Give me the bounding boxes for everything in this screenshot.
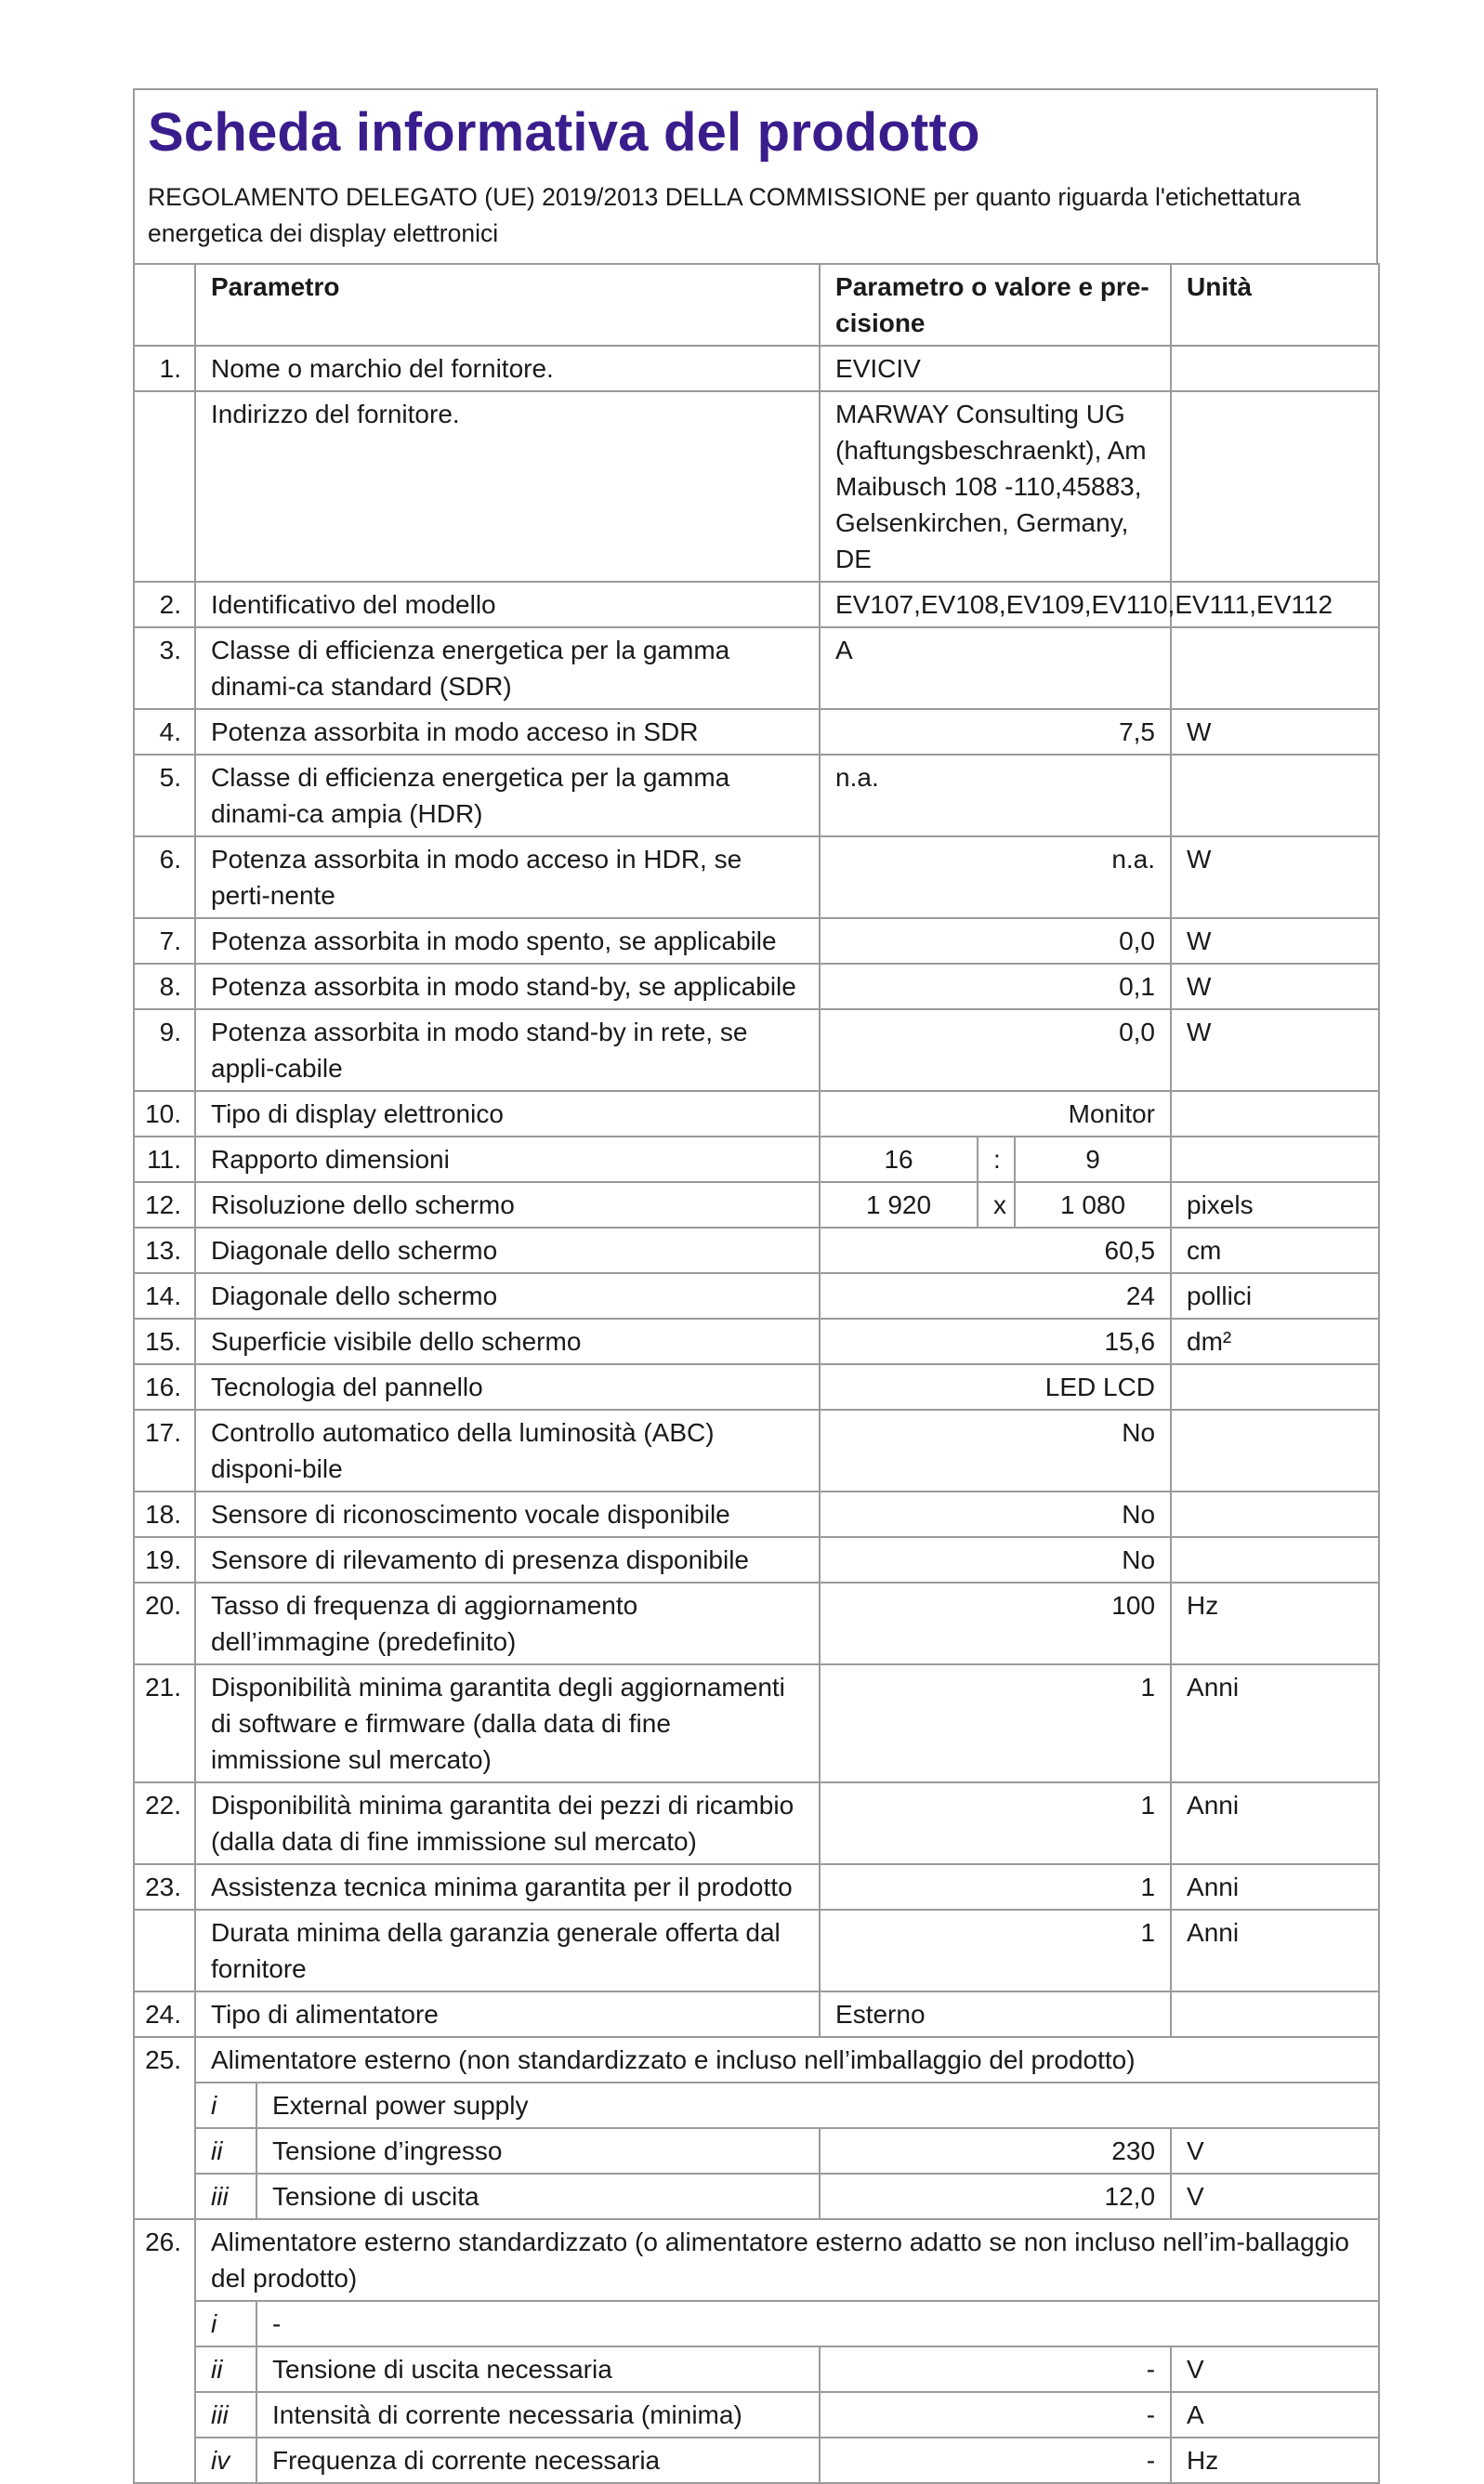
sub-value: 230 — [820, 2128, 1171, 2174]
sub-label: Tensione di uscita — [256, 2174, 820, 2219]
spec-table — [133, 263, 1380, 2484]
table-row — [134, 1364, 1379, 1410]
row-number: 11. — [134, 1137, 195, 1182]
row-label: Durata minima della garanzia generale offerta dal fornitore — [195, 1910, 820, 1991]
row-label: Sensore di riconoscimento vocale disponibile — [195, 1492, 820, 1537]
sub-label: External power supply — [256, 2083, 1379, 2128]
sub-unit: Hz — [1171, 2438, 1379, 2483]
row-number: 25. — [134, 2037, 195, 2219]
sub-unit: V — [1171, 2128, 1379, 2174]
sub-label: Tensione d’ingresso — [256, 2128, 820, 2174]
row-value: Monitor — [820, 1091, 1171, 1137]
table-row — [134, 709, 1379, 755]
sub-label: - — [256, 2301, 1379, 2346]
row-value: MARWAY Consulting UG (haftungsbeschraenkt), Am Maibusch 108 -110,45883, Gelsenkirchen, Germany, DE — [820, 391, 1171, 582]
header-num — [134, 264, 195, 346]
row-unit — [1171, 1091, 1379, 1137]
table-row — [134, 1228, 1379, 1273]
header-param: Parametro — [195, 264, 820, 346]
table-row — [134, 1182, 1379, 1228]
row-label: Tipo di display elettronico — [195, 1091, 820, 1137]
row-label: Assistenza tecnica minima garantita per il prodotto — [195, 1864, 820, 1910]
table-row — [134, 1091, 1379, 1137]
row-value: EV107,EV108,EV109,EV110,EV111,EV112 — [820, 582, 1171, 627]
row-number: 18. — [134, 1492, 195, 1537]
table-row — [134, 1910, 1379, 1991]
row-number: 16. — [134, 1364, 195, 1410]
product-info-sheet — [133, 88, 1378, 2475]
psu26-heading-row — [134, 2219, 1379, 2301]
table-row — [134, 1664, 1379, 1782]
row-value: A — [820, 627, 1171, 709]
row-label: Potenza assorbita in modo acceso in SDR — [195, 709, 820, 755]
row-unit — [1171, 1991, 1379, 2037]
row-value: 60,5 — [820, 1228, 1171, 1273]
row-value-1: 1 920 — [820, 1182, 978, 1228]
row-value: LED LCD — [820, 1364, 1171, 1410]
row-number: 12. — [134, 1182, 195, 1228]
row-unit: Hz — [1171, 1583, 1379, 1664]
row-number: 6. — [134, 836, 195, 918]
table-row — [134, 1273, 1379, 1319]
table-row — [134, 836, 1379, 918]
row-label: Potenza assorbita in modo spento, se applicabile — [195, 918, 820, 964]
row-unit: W — [1171, 709, 1379, 755]
row-label: Tecnologia del pannello — [195, 1364, 820, 1410]
sub-label: Intensità di corrente necessaria (minima) — [256, 2392, 820, 2438]
row-unit — [1171, 1537, 1379, 1583]
table-row — [134, 391, 1379, 582]
row-unit: W — [1171, 1009, 1379, 1091]
row-number — [134, 391, 195, 582]
row-number: 8. — [134, 964, 195, 1009]
row-number: 4. — [134, 709, 195, 755]
row-label: Potenza assorbita in modo stand-by in rete, se appli-cabile — [195, 1009, 820, 1091]
row-number: 17. — [134, 1410, 195, 1492]
row-value: 7,5 — [820, 709, 1171, 755]
row-label: Alimentatore esterno (non standardizzato e incluso nell’imballaggio del prodotto) — [195, 2037, 1379, 2083]
row-label: Nome o marchio del fornitore. — [195, 346, 820, 391]
sub-index: iii — [195, 2174, 256, 2219]
row-number: 14. — [134, 1273, 195, 1319]
row-label: Potenza assorbita in modo acceso in HDR, se perti-nente — [195, 836, 820, 918]
row-value: 15,6 — [820, 1319, 1171, 1364]
sub-value: - — [820, 2438, 1171, 2483]
table-header-row — [134, 264, 1379, 346]
table-row — [134, 1991, 1379, 2037]
row-number: 15. — [134, 1319, 195, 1364]
table-row — [134, 918, 1379, 964]
table-row — [134, 1009, 1379, 1091]
row-number: 1. — [134, 346, 195, 391]
row-separator: x — [978, 1182, 1015, 1228]
table-row — [134, 1583, 1379, 1664]
row-label: Identificativo del modello — [195, 582, 820, 627]
row-label: Superficie visibile dello schermo — [195, 1319, 820, 1364]
row-separator: : — [978, 1137, 1015, 1182]
table-row — [134, 1782, 1379, 1864]
row-number: 10. — [134, 1091, 195, 1137]
row-label: Disponibilità minima garantita dei pezzi di ricambio (dalla data di fine immissione sul mercato) — [195, 1782, 820, 1864]
row-label: Tasso di frequenza di aggiornamento dell’immagine (predefinito) — [195, 1583, 820, 1664]
row-unit: pollici — [1171, 1273, 1379, 1319]
row-unit: W — [1171, 836, 1379, 918]
psu25-subrow — [134, 2083, 1379, 2128]
psu25-heading-row — [134, 2037, 1379, 2083]
sub-value: - — [820, 2346, 1171, 2392]
row-number: 5. — [134, 755, 195, 836]
row-label: Disponibilità minima garantita degli aggiornamenti di software e firmware (dalla data di fine immissione sul mercato) — [195, 1664, 820, 1782]
row-number: 22. — [134, 1782, 195, 1864]
sub-label: Frequenza di corrente necessaria — [256, 2438, 820, 2483]
row-value: No — [820, 1410, 1171, 1492]
row-unit — [1171, 1137, 1379, 1182]
header-unit: Unità — [1171, 264, 1379, 346]
row-value: 1 — [820, 1864, 1171, 1910]
row-value: n.a. — [820, 836, 1171, 918]
row-label: Classe di efficienza energetica per la gamma dinami-ca ampia (HDR) — [195, 755, 820, 836]
row-value: 0,0 — [820, 1009, 1171, 1091]
psu26-subrow — [134, 2301, 1379, 2346]
row-number — [134, 1910, 195, 1991]
page-title: Scheda informativa del prodotto — [148, 102, 980, 163]
row-value-2: 1 080 — [1015, 1182, 1171, 1228]
sub-unit: A — [1171, 2392, 1379, 2438]
row-number: 9. — [134, 1009, 195, 1091]
sub-index: i — [195, 2083, 256, 2128]
row-number: 7. — [134, 918, 195, 964]
table-row — [134, 346, 1379, 391]
regulation-subtitle: REGOLAMENTO DELEGATO (UE) 2019/2013 DELLA COMMISSIONE per quanto riguarda l'etichettatura energetica dei display elettronici — [148, 183, 1301, 247]
row-unit — [1171, 346, 1379, 391]
table-row — [134, 1137, 1379, 1182]
title-box — [133, 88, 1378, 263]
header-value: Parametro o valore e pre-cisione — [820, 264, 1171, 346]
row-value: 1 — [820, 1664, 1171, 1782]
row-unit — [1171, 1410, 1379, 1492]
row-unit: dm² — [1171, 1319, 1379, 1364]
row-unit: Anni — [1171, 1782, 1379, 1864]
row-number: 13. — [134, 1228, 195, 1273]
row-value: Esterno — [820, 1991, 1171, 2037]
row-unit — [1171, 391, 1379, 582]
row-value-2: 9 — [1015, 1137, 1171, 1182]
row-unit — [1171, 1492, 1379, 1537]
row-label: Risoluzione dello schermo — [195, 1182, 820, 1228]
row-value: 0,1 — [820, 964, 1171, 1009]
row-unit: Anni — [1171, 1664, 1379, 1782]
sub-index: i — [195, 2301, 256, 2346]
row-unit: Anni — [1171, 1864, 1379, 1910]
row-number: 19. — [134, 1537, 195, 1583]
row-number: 21. — [134, 1664, 195, 1782]
row-label: Potenza assorbita in modo stand-by, se applicabile — [195, 964, 820, 1009]
sub-unit: V — [1171, 2346, 1379, 2392]
row-unit: cm — [1171, 1228, 1379, 1273]
sub-label: Tensione di uscita necessaria — [256, 2346, 820, 2392]
row-unit — [1171, 1364, 1379, 1410]
table-row — [134, 627, 1379, 709]
row-unit: W — [1171, 964, 1379, 1009]
row-number: 20. — [134, 1583, 195, 1664]
table-row — [134, 1492, 1379, 1537]
row-value: 24 — [820, 1273, 1171, 1319]
table-row — [134, 1319, 1379, 1364]
row-label: Rapporto dimensioni — [195, 1137, 820, 1182]
sub-unit: V — [1171, 2174, 1379, 2219]
sub-value: 12,0 — [820, 2174, 1171, 2219]
table-row — [134, 1864, 1379, 1910]
row-label: Diagonale dello schermo — [195, 1273, 820, 1319]
psu25-subrow — [134, 2174, 1379, 2219]
table-row — [134, 1410, 1379, 1492]
row-unit: W — [1171, 918, 1379, 964]
row-unit: pixels — [1171, 1182, 1379, 1228]
row-number: 26. — [134, 2219, 195, 2483]
psu26-subrow — [134, 2392, 1379, 2438]
row-label: Controllo automatico della luminosità (ABC) disponi-bile — [195, 1410, 820, 1492]
psu25-subrow — [134, 2128, 1379, 2174]
row-value: No — [820, 1537, 1171, 1583]
sub-index: iii — [195, 2392, 256, 2438]
row-label: Indirizzo del fornitore. — [195, 391, 820, 582]
row-value: n.a. — [820, 755, 1171, 836]
row-value: No — [820, 1492, 1171, 1537]
row-value: EVICIV — [820, 346, 1171, 391]
row-unit — [1171, 755, 1379, 836]
row-label: Classe di efficienza energetica per la gamma dinami-ca standard (SDR) — [195, 627, 820, 709]
sub-index: ii — [195, 2128, 256, 2174]
row-number: 23. — [134, 1864, 195, 1910]
row-value: 100 — [820, 1583, 1171, 1664]
row-label: Alimentatore esterno standardizzato (o alimentatore esterno adatto se non incluso nell’im-ballaggio del prodotto) — [195, 2219, 1379, 2301]
sub-value: - — [820, 2392, 1171, 2438]
row-label: Diagonale dello schermo — [195, 1228, 820, 1273]
row-unit: Anni — [1171, 1910, 1379, 1991]
table-row — [134, 964, 1379, 1009]
sub-index: iv — [195, 2438, 256, 2483]
row-unit — [1171, 627, 1379, 709]
row-number: 24. — [134, 1991, 195, 2037]
sub-index: ii — [195, 2346, 256, 2392]
row-value: 0,0 — [820, 918, 1171, 964]
psu26-subrow — [134, 2438, 1379, 2483]
row-number: 3. — [134, 627, 195, 709]
table-row — [134, 582, 1379, 627]
psu26-subrow — [134, 2346, 1379, 2392]
row-value: 1 — [820, 1910, 1171, 1991]
table-row — [134, 755, 1379, 836]
table-row — [134, 1537, 1379, 1583]
row-label: Tipo di alimentatore — [195, 1991, 820, 2037]
row-value: 1 — [820, 1782, 1171, 1864]
row-label: Sensore di rilevamento di presenza disponibile — [195, 1537, 820, 1583]
row-value-1: 16 — [820, 1137, 978, 1182]
row-number: 2. — [134, 582, 195, 627]
